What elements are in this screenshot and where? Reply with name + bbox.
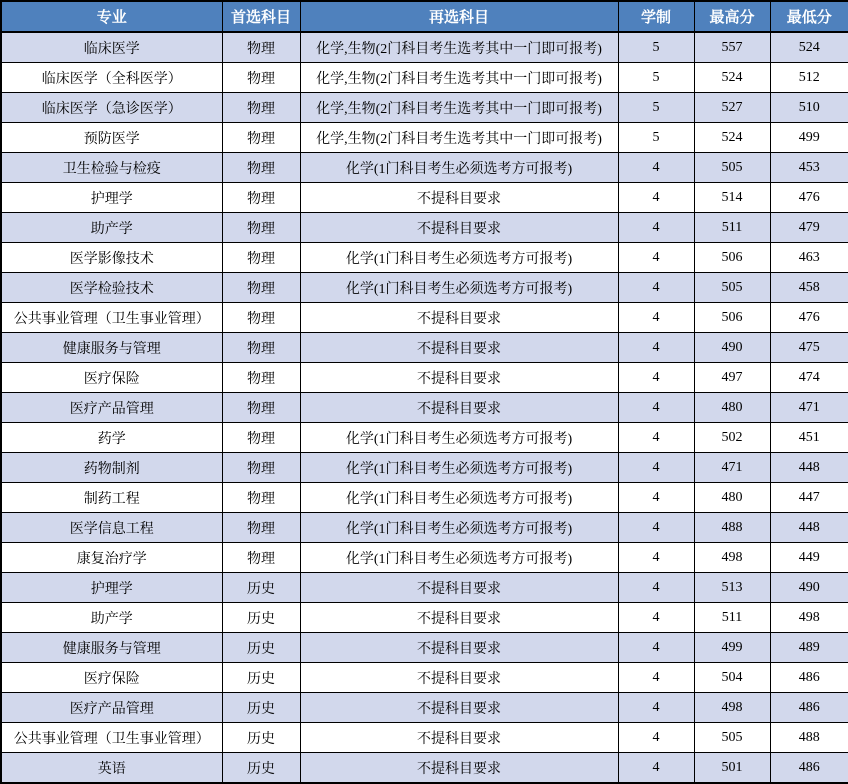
table-row [1,633,848,663]
table-row [1,32,848,63]
cell-major: 临床医学（急诊医学） [1,93,222,123]
cell-first-subject: 物理 [222,303,300,333]
cell-reselect-subject: 不提科目要求 [300,723,618,753]
cell-years: 4 [618,183,694,213]
cell-reselect-subject: 不提科目要求 [300,363,618,393]
cell-major: 医学检验技术 [1,273,222,303]
cell-major: 护理学 [1,573,222,603]
table-row [1,423,848,453]
cell-years: 4 [618,573,694,603]
table-row [1,63,848,93]
cell-first-subject: 物理 [222,273,300,303]
cell-min-score: 447 [770,483,848,513]
cell-years: 4 [618,333,694,363]
cell-reselect-subject: 不提科目要求 [300,393,618,423]
cell-first-subject: 历史 [222,573,300,603]
cell-years: 4 [618,663,694,693]
cell-max-score: 557 [694,32,770,63]
table-row [1,483,848,513]
cell-max-score: 506 [694,303,770,333]
cell-reselect-subject: 不提科目要求 [300,753,618,784]
cell-major: 英语 [1,753,222,784]
table-row [1,393,848,423]
table-body [1,32,848,783]
cell-reselect-subject: 化学(1门科目考生必须选考方可报考) [300,153,618,183]
cell-first-subject: 物理 [222,363,300,393]
cell-min-score: 486 [770,753,848,784]
table-row [1,123,848,153]
table-row [1,93,848,123]
cell-max-score: 497 [694,363,770,393]
table-row [1,543,848,573]
cell-max-score: 505 [694,273,770,303]
table-row [1,513,848,543]
cell-first-subject: 物理 [222,183,300,213]
cell-years: 4 [618,303,694,333]
cell-major: 公共事业管理（卫生事业管理） [1,723,222,753]
cell-major: 临床医学 [1,32,222,63]
cell-first-subject: 物理 [222,393,300,423]
cell-min-score: 486 [770,663,848,693]
cell-reselect-subject: 不提科目要求 [300,333,618,363]
cell-min-score: 475 [770,333,848,363]
cell-reselect-subject: 化学(1门科目考生必须选考方可报考) [300,513,618,543]
cell-major: 公共事业管理（卫生事业管理） [1,303,222,333]
cell-max-score: 501 [694,753,770,784]
cell-max-score: 513 [694,573,770,603]
cell-reselect-subject: 不提科目要求 [300,663,618,693]
cell-reselect-subject: 化学(1门科目考生必须选考方可报考) [300,543,618,573]
column-header-years: 学制 [618,1,694,32]
cell-years: 4 [618,483,694,513]
cell-min-score: 489 [770,633,848,663]
cell-reselect-subject: 化学(1门科目考生必须选考方可报考) [300,483,618,513]
cell-min-score: 512 [770,63,848,93]
cell-reselect-subject: 不提科目要求 [300,303,618,333]
table-row [1,753,848,784]
table-row [1,333,848,363]
cell-major: 健康服务与管理 [1,333,222,363]
cell-min-score: 451 [770,423,848,453]
cell-max-score: 499 [694,633,770,663]
cell-min-score: 490 [770,573,848,603]
cell-major: 护理学 [1,183,222,213]
cell-reselect-subject: 化学(1门科目考生必须选考方可报考) [300,453,618,483]
cell-major: 医疗保险 [1,663,222,693]
cell-first-subject: 历史 [222,603,300,633]
cell-reselect-subject: 不提科目要求 [300,633,618,663]
cell-first-subject: 物理 [222,213,300,243]
table-row [1,273,848,303]
cell-years: 4 [618,213,694,243]
cell-first-subject: 历史 [222,633,300,663]
cell-max-score: 498 [694,543,770,573]
table-row [1,663,848,693]
cell-min-score: 449 [770,543,848,573]
cell-min-score: 458 [770,273,848,303]
cell-years: 4 [618,633,694,663]
cell-reselect-subject: 化学,生物(2门科目考生选考其中一门即可报考) [300,32,618,63]
column-header-max-score: 最高分 [694,1,770,32]
cell-max-score: 511 [694,213,770,243]
cell-min-score: 499 [770,123,848,153]
cell-min-score: 448 [770,513,848,543]
cell-major: 临床医学（全科医学） [1,63,222,93]
cell-max-score: 471 [694,453,770,483]
cell-reselect-subject: 不提科目要求 [300,213,618,243]
column-header-min-score: 最低分 [770,1,848,32]
cell-min-score: 476 [770,303,848,333]
cell-years: 5 [618,93,694,123]
cell-first-subject: 历史 [222,723,300,753]
cell-major: 助产学 [1,213,222,243]
cell-years: 5 [618,123,694,153]
cell-major: 预防医学 [1,123,222,153]
cell-max-score: 488 [694,513,770,543]
cell-max-score: 524 [694,123,770,153]
cell-reselect-subject: 不提科目要求 [300,603,618,633]
column-header-reselect-subject: 再选科目 [300,1,618,32]
table-row [1,603,848,633]
table-row [1,573,848,603]
cell-first-subject: 物理 [222,32,300,63]
cell-min-score: 453 [770,153,848,183]
cell-first-subject: 物理 [222,513,300,543]
cell-major: 医疗产品管理 [1,693,222,723]
table-row [1,363,848,393]
cell-first-subject: 历史 [222,753,300,784]
cell-major: 卫生检验与检疫 [1,153,222,183]
cell-first-subject: 物理 [222,453,300,483]
cell-min-score: 479 [770,213,848,243]
cell-years: 4 [618,243,694,273]
cell-major: 药物制剂 [1,453,222,483]
cell-major: 医学信息工程 [1,513,222,543]
table-row [1,183,848,213]
table-row [1,153,848,183]
table-row [1,243,848,273]
cell-max-score: 480 [694,483,770,513]
cell-min-score: 486 [770,693,848,723]
column-header-first-subject: 首选科目 [222,1,300,32]
cell-first-subject: 物理 [222,93,300,123]
cell-reselect-subject: 化学,生物(2门科目考生选考其中一门即可报考) [300,123,618,153]
cell-min-score: 524 [770,32,848,63]
cell-min-score: 476 [770,183,848,213]
cell-years: 4 [618,543,694,573]
cell-years: 4 [618,513,694,543]
cell-years: 5 [618,63,694,93]
cell-years: 4 [618,453,694,483]
cell-first-subject: 物理 [222,63,300,93]
table-row [1,693,848,723]
cell-years: 4 [618,423,694,453]
cell-max-score: 506 [694,243,770,273]
cell-years: 4 [618,723,694,753]
cell-reselect-subject: 化学(1门科目考生必须选考方可报考) [300,273,618,303]
cell-reselect-subject: 不提科目要求 [300,693,618,723]
cell-max-score: 504 [694,663,770,693]
cell-max-score: 498 [694,693,770,723]
cell-first-subject: 物理 [222,333,300,363]
cell-max-score: 514 [694,183,770,213]
cell-major: 药学 [1,423,222,453]
cell-max-score: 502 [694,423,770,453]
cell-major: 医学影像技术 [1,243,222,273]
cell-max-score: 505 [694,723,770,753]
cell-years: 4 [618,363,694,393]
cell-first-subject: 物理 [222,483,300,513]
cell-reselect-subject: 不提科目要求 [300,183,618,213]
cell-min-score: 510 [770,93,848,123]
cell-first-subject: 物理 [222,243,300,273]
cell-min-score: 448 [770,453,848,483]
cell-max-score: 490 [694,333,770,363]
cell-years: 4 [618,753,694,784]
cell-years: 4 [618,393,694,423]
cell-reselect-subject: 化学(1门科目考生必须选考方可报考) [300,423,618,453]
cell-min-score: 471 [770,393,848,423]
cell-years: 4 [618,273,694,303]
cell-years: 4 [618,153,694,183]
cell-major: 医疗产品管理 [1,393,222,423]
table-row [1,213,848,243]
cell-min-score: 474 [770,363,848,393]
cell-major: 康复治疗学 [1,543,222,573]
table-row [1,723,848,753]
cell-major: 制药工程 [1,483,222,513]
table-header-row [1,1,848,32]
cell-first-subject: 物理 [222,153,300,183]
cell-min-score: 488 [770,723,848,753]
cell-max-score: 527 [694,93,770,123]
cell-max-score: 511 [694,603,770,633]
cell-min-score: 498 [770,603,848,633]
cell-max-score: 524 [694,63,770,93]
cell-years: 4 [618,603,694,633]
cell-major: 医疗保险 [1,363,222,393]
column-header-major: 专业 [1,1,222,32]
cell-min-score: 463 [770,243,848,273]
cell-max-score: 505 [694,153,770,183]
cell-reselect-subject: 不提科目要求 [300,573,618,603]
cell-major: 健康服务与管理 [1,633,222,663]
cell-reselect-subject: 化学(1门科目考生必须选考方可报考) [300,243,618,273]
cell-first-subject: 历史 [222,663,300,693]
cell-reselect-subject: 化学,生物(2门科目考生选考其中一门即可报考) [300,63,618,93]
table-row [1,303,848,333]
cell-first-subject: 物理 [222,423,300,453]
cell-reselect-subject: 化学,生物(2门科目考生选考其中一门即可报考) [300,93,618,123]
cell-first-subject: 物理 [222,123,300,153]
cell-major: 助产学 [1,603,222,633]
cell-first-subject: 历史 [222,693,300,723]
cell-first-subject: 物理 [222,543,300,573]
cell-max-score: 480 [694,393,770,423]
cell-years: 5 [618,32,694,63]
cell-years: 4 [618,693,694,723]
table-row [1,453,848,483]
